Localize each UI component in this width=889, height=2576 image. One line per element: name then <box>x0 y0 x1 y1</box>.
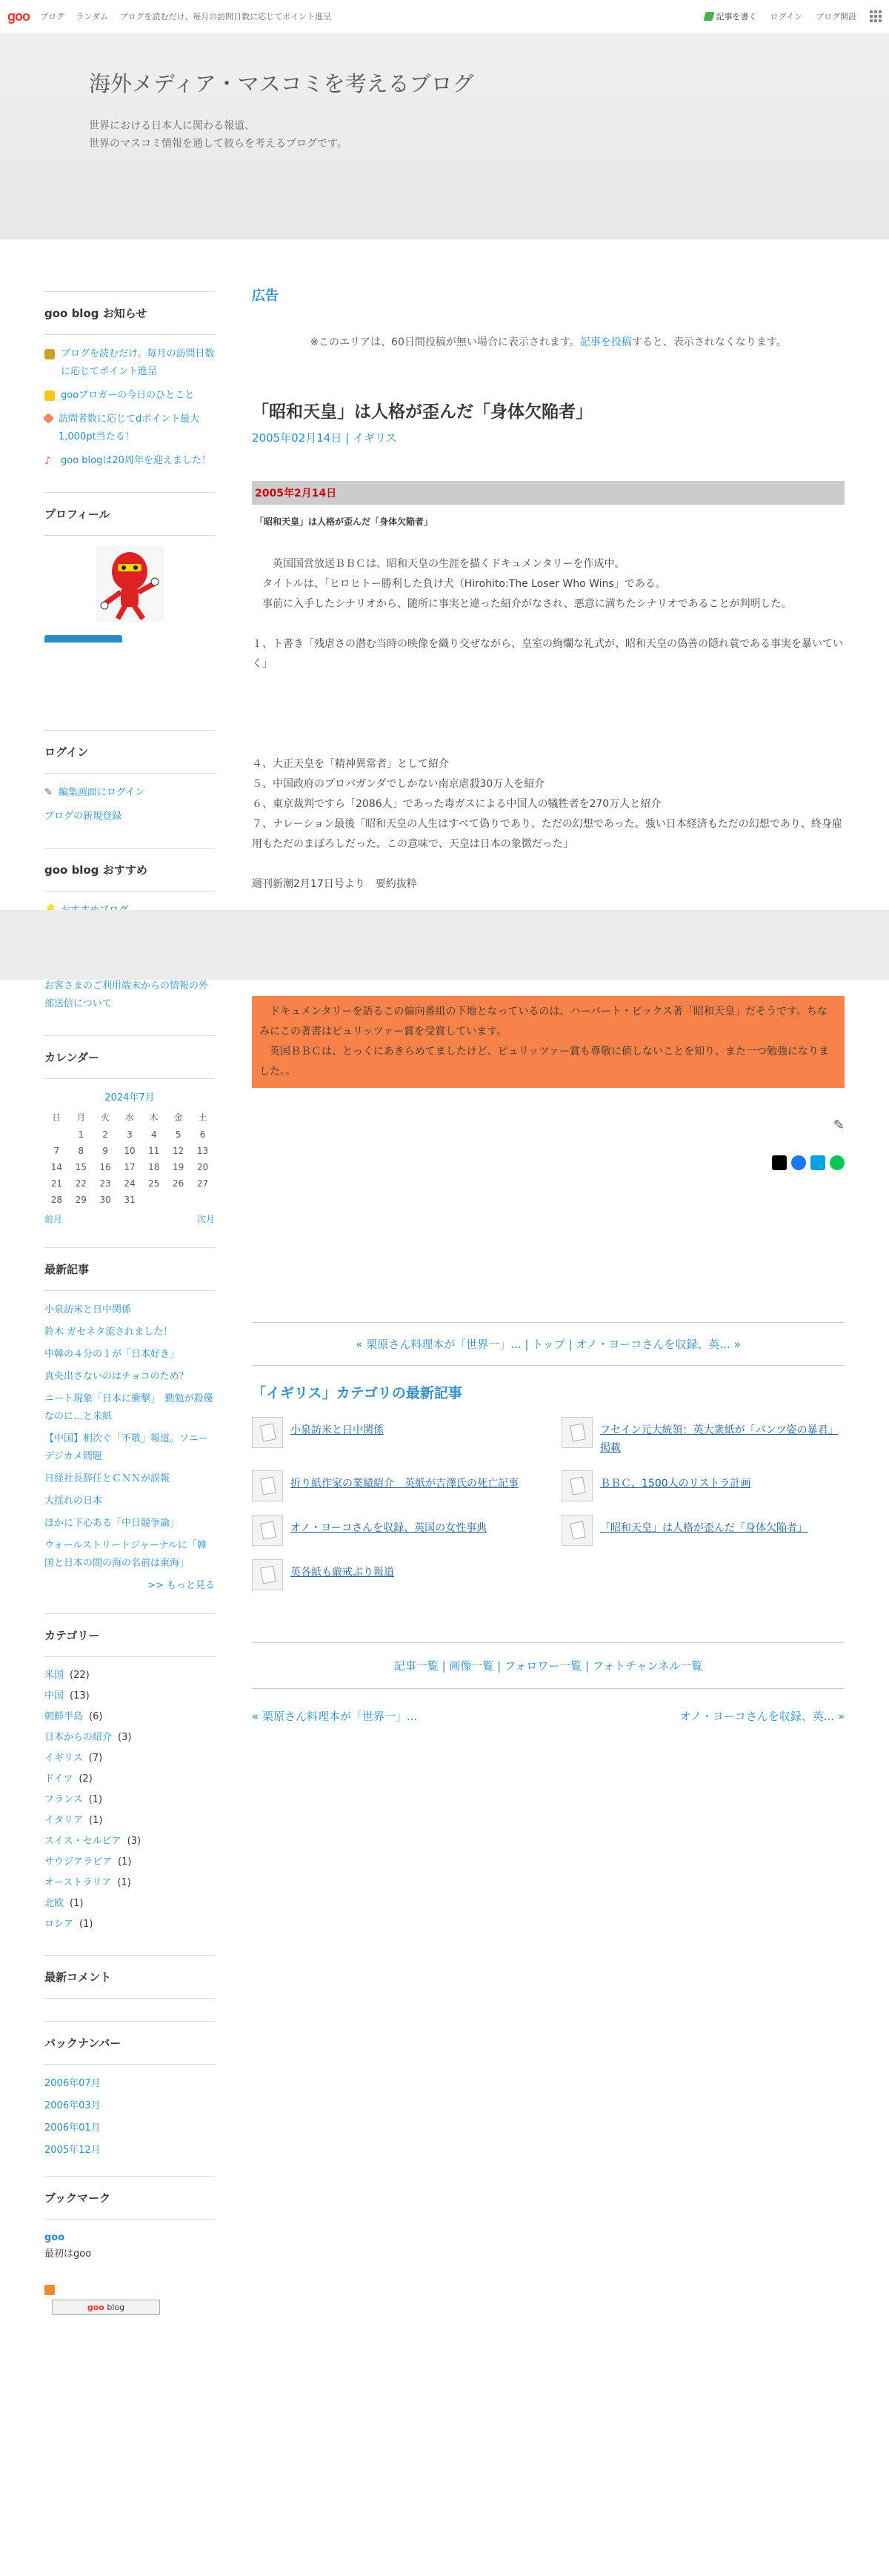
login-links <box>44 784 215 826</box>
day: 27 <box>196 1178 209 1189</box>
list-item[interactable] <box>252 1417 535 1457</box>
list-item[interactable] <box>44 1470 215 1488</box>
list-item[interactable] <box>252 1559 535 1590</box>
post-paragraph: ４、大正天皇を「精神異常者」として紹介 <box>252 758 449 770</box>
ad-heading: 広告 <box>252 288 279 304</box>
list-item[interactable] <box>44 1916 215 1933</box>
highlight-text: ドキュメンタリーを語るこの偏向番組の下地となっているのは、ハーバート・ビックス著「昭和天皇」だそうです。ちなみにこの著書はピュリッツァー賞を受賞しています。 <box>259 1006 828 1038</box>
date-bar: 2005年2月14日 <box>252 481 845 505</box>
list-item[interactable] <box>562 1417 845 1457</box>
main-column <box>252 285 845 1724</box>
list-links: 記事一覧 | 画像一覧 | フォロワー一覧 | フォトチャンネル一覧 <box>252 1642 845 1689</box>
week-row <box>44 1126 215 1143</box>
nav-points-promo[interactable]: ブログを読むだけ、毎月の訪問日数に応じてポイント進呈 <box>119 12 332 21</box>
blog-desc-line1: 世界における日本人に関わる報道、 <box>89 120 255 132</box>
recent-article-link[interactable]: 【中国】相次ぐ「不敬」報道。ソニーデジカメ問題 <box>44 1433 208 1462</box>
list-item[interactable] <box>44 1324 215 1341</box>
day: 11 <box>148 1146 160 1156</box>
day: 18 <box>148 1162 160 1172</box>
backnumber-link[interactable]: 2006年03月 <box>44 2100 101 2111</box>
week-row <box>44 1192 215 1208</box>
list-item[interactable] <box>44 1771 215 1787</box>
recent-article-link[interactable]: ニート現象「日本に衝撃」 勤勉が殺優なのに…と米紙 <box>44 1393 213 1422</box>
x-share-icon[interactable] <box>772 1155 787 1170</box>
rss-icon[interactable] <box>44 2285 55 2295</box>
notice-link[interactable]: gooブロガーの今日のひとこと <box>61 390 195 401</box>
list-item[interactable] <box>44 1792 215 1808</box>
comments-section <box>44 1955 215 1999</box>
article-link[interactable]: 折り紙作家の業績紹介 英紙が吉澤氏の死亡記事 <box>290 1478 519 1490</box>
post-meta: 2005年02月14日 | イギリス <box>252 431 397 445</box>
highlight-box <box>252 996 845 1088</box>
day: 10 <box>124 1146 136 1156</box>
post-category-link[interactable]: イギリス <box>352 431 397 445</box>
bookmark-heading: ブックマーク <box>44 2177 215 2220</box>
nav-random[interactable]: ランダム <box>76 12 109 21</box>
weekday: 木 <box>149 1112 159 1123</box>
weekday: 金 <box>173 1112 183 1123</box>
category-count: (13) <box>70 1690 90 1702</box>
list-item[interactable] <box>44 2142 215 2154</box>
recent-article-link[interactable]: 中韓の４分の１が「日本好き」 <box>44 1349 180 1360</box>
day: 25 <box>148 1178 160 1189</box>
day: 1 <box>78 1129 84 1140</box>
next-month-link[interactable]: 次月 <box>196 1214 215 1224</box>
week-row <box>44 1159 215 1175</box>
day <box>190 1192 215 1208</box>
recent-heading: 最新記事 <box>44 1248 215 1291</box>
article-thumb-icon <box>252 1417 283 1448</box>
day <box>166 1192 190 1208</box>
sparkle-icon <box>44 391 55 401</box>
list-item[interactable] <box>44 1833 215 1850</box>
weekday: 水 <box>124 1112 134 1123</box>
weekday: 火 <box>101 1112 110 1123</box>
sidebar-footer <box>44 2285 215 2315</box>
weekday: 土 <box>198 1112 207 1123</box>
calendar-month: 2024年7月 <box>104 1092 155 1103</box>
category-link[interactable]: 北欧 <box>44 1898 64 1909</box>
day: 3 <box>127 1129 133 1140</box>
bookmark-desc: 最初はgoo <box>44 2248 92 2260</box>
bottom-pager <box>252 1708 845 1724</box>
category-count: (7) <box>88 1753 103 1764</box>
image-list-link[interactable]: 画像一覧 <box>449 1659 494 1673</box>
category-latest-heading: 「イギリス」カテゴリの最新記事 <box>252 1385 462 1401</box>
category-link[interactable]: 米国 <box>44 1670 64 1681</box>
list-item[interactable] <box>44 1346 215 1364</box>
category-link[interactable]: 日本からの紹介 <box>44 1732 113 1743</box>
day: 26 <box>173 1178 184 1189</box>
notice-section <box>44 291 215 470</box>
list-item[interactable] <box>44 1709 215 1725</box>
category-count: (1) <box>117 1877 131 1888</box>
highlight-text: 英国ＢＢＣは、とっくにあきらめてましたけど、ピュリッツァー賞も尊敬に値しないことを知り、また一つ勉強になりました。。 <box>259 1046 830 1078</box>
day: 30 <box>99 1195 111 1205</box>
article-thumb-icon <box>252 1470 283 1501</box>
gift-icon <box>44 349 55 359</box>
pencil-icon: ✎ <box>44 787 53 798</box>
calendar-table <box>44 1108 215 1208</box>
login-heading: ログイン <box>44 731 215 774</box>
weekday-row <box>44 1108 215 1126</box>
category-link[interactable]: 中国 <box>44 1690 64 1702</box>
day: 9 <box>102 1146 108 1156</box>
goo-footer-label: blog <box>107 2303 125 2312</box>
article-link[interactable]: ＢＢＣ、1500人のリストラ計画 <box>600 1478 751 1490</box>
backnumber-link[interactable]: 2006年01月 <box>44 2122 101 2134</box>
nav-blog[interactable]: ブログ <box>40 12 64 21</box>
backnumber-section <box>44 2021 215 2154</box>
sidebar <box>44 291 215 2315</box>
list-item[interactable] <box>44 1667 215 1684</box>
facebook-share-icon[interactable] <box>791 1155 806 1170</box>
day: 28 <box>50 1195 63 1205</box>
recent-article-link[interactable]: 小泉訪米と日中関係 <box>44 1304 132 1315</box>
list-item[interactable] <box>44 1875 215 1891</box>
blog-desc-line2: 世界のマスコミ情報を通して彼らを考えるブログです。 <box>89 138 347 150</box>
register-item[interactable] <box>44 808 215 826</box>
blog-title[interactable]: 海外メディア・マスコミを考えるブログ <box>89 71 474 96</box>
category-link[interactable]: イタリア <box>44 1815 84 1826</box>
list-item[interactable] <box>44 1896 215 1912</box>
ad-note <box>252 334 845 349</box>
day: 8 <box>78 1146 84 1156</box>
article-thumb-icon <box>562 1470 593 1501</box>
comments-heading: 最新コメント <box>44 1956 215 1999</box>
share-buttons <box>252 1155 845 1170</box>
write-label: 記事を書く <box>716 12 757 21</box>
category-heading: カテゴリー <box>44 1614 215 1657</box>
day: 4 <box>150 1129 157 1140</box>
day: 23 <box>99 1178 111 1189</box>
category-count: (1) <box>79 1919 93 1930</box>
profile-section <box>44 492 215 643</box>
day: 29 <box>75 1195 87 1205</box>
post-source: 週刊新潮2月17日号より 要約抜粋 <box>252 878 417 890</box>
week-row <box>44 1175 215 1192</box>
day <box>44 1126 69 1143</box>
article-thumb-icon <box>252 1515 283 1546</box>
notice-item[interactable] <box>44 345 215 381</box>
backnumber-link[interactable]: 2006年07月 <box>44 2078 101 2089</box>
recent-article-link[interactable]: 日経社長辞任とＣＮＮが誤報 <box>44 1473 170 1484</box>
apps-grid-icon[interactable] <box>870 10 882 22</box>
pen-icon <box>703 12 714 21</box>
recent-article-link[interactable]: ウォールストリートジャーナルに「韓国と日本の間の海の名前は東海」 <box>44 1540 207 1569</box>
ad-note-text: ※このエリアは、60日間投稿が無い場合に表示されます。 <box>310 336 580 348</box>
profile-avatar[interactable] <box>96 546 164 622</box>
day: 17 <box>124 1162 136 1172</box>
list-item[interactable] <box>44 1493 215 1510</box>
notice-heading: goo blog お知らせ <box>44 292 215 335</box>
blog-description <box>89 117 889 153</box>
list-item[interactable] <box>44 1730 215 1746</box>
day <box>141 1192 166 1208</box>
photo-channel-link[interactable]: フォトチャンネル一覧 <box>592 1659 703 1673</box>
top-link[interactable]: トップ <box>532 1338 565 1351</box>
category-count: (1) <box>88 1794 103 1805</box>
goo-mark: goo <box>87 2303 104 2312</box>
edit-login-link[interactable]: 編集画面にログイン <box>58 787 145 798</box>
week-row <box>44 1143 215 1159</box>
device-info-link[interactable]: お客さまのご利用端末からの情報の外部送信について <box>44 980 209 1009</box>
category-count: (3) <box>127 1836 141 1847</box>
category-list <box>44 1667 215 1933</box>
register-link[interactable]: ブログの新規登録 <box>44 811 122 822</box>
category-count: (6) <box>89 1711 103 1722</box>
category-count: (22) <box>70 1670 90 1681</box>
day: 16 <box>99 1162 111 1172</box>
notice-item[interactable] <box>44 387 215 405</box>
blog-header <box>0 33 889 239</box>
bottom-prev-link[interactable]: « 栗原さん料理本が「世界一」... <box>252 1710 418 1723</box>
backnumber-list <box>44 2075 215 2154</box>
weekday: 日 <box>52 1112 61 1123</box>
day: 5 <box>175 1129 182 1140</box>
category-count: (1) <box>70 1898 84 1909</box>
day: 31 <box>124 1195 136 1205</box>
list-item[interactable] <box>44 1515 215 1533</box>
list-item[interactable] <box>44 2075 215 2093</box>
category-link[interactable]: 朝鮮半島 <box>44 1711 84 1722</box>
category-count: (2) <box>79 1773 93 1785</box>
list-item[interactable] <box>44 2119 215 2137</box>
hatena-share-icon[interactable] <box>810 1155 825 1170</box>
post-subheading: 「昭和天皇」は人格が歪んだ「身体欠陥者」 <box>255 517 433 527</box>
list-item[interactable] <box>44 1301 215 1319</box>
calendar-heading: カレンダー <box>44 1036 215 1079</box>
post-title[interactable]: 「昭和天皇」は人格が歪んだ「身体欠陥者」 <box>252 402 593 422</box>
list-item[interactable] <box>44 1537 215 1573</box>
day: 22 <box>75 1178 87 1189</box>
list-item[interactable] <box>562 1470 845 1501</box>
post-paragraph: ６、東京裁判ですら「2086人」であった毒ガスによる中国人の犠牲者を270万人と紹介 <box>252 798 662 810</box>
edit-pencil-icon[interactable]: ✎ <box>833 1118 845 1133</box>
post-paragraph: ５、中国政府のプロパガンダでしかない南京虐殺30万人を紹介 <box>252 778 545 790</box>
day: 14 <box>50 1162 63 1172</box>
list-item[interactable] <box>44 2097 215 2115</box>
day: 21 <box>50 1178 63 1189</box>
list-item[interactable] <box>44 1750 215 1767</box>
ad-overlay-band <box>0 910 889 980</box>
day: 15 <box>75 1162 87 1172</box>
day: 24 <box>124 1178 136 1189</box>
goo-blog-footer-button[interactable] <box>52 2300 160 2315</box>
notice-list <box>44 345 215 470</box>
list-item[interactable] <box>44 1688 215 1704</box>
article-link[interactable]: オノ・ヨーコさんを収録、英国の女性事典 <box>290 1522 487 1534</box>
article-list-link[interactable]: 記事一覧 <box>393 1659 439 1673</box>
post-paragraph: １、ト書き「残虐さの潜む当時の映像を織り交ぜながら、皇室の絢爛な礼式が、昭和天皇の偽善の隠れ蓑である事実を暴いていく」 <box>252 638 843 670</box>
category-section <box>44 1613 215 1933</box>
device-info-wrap <box>44 977 215 1013</box>
notice-item[interactable] <box>44 411 215 446</box>
category-link[interactable]: スイス・セルビア <box>44 1836 121 1847</box>
login-edit-item[interactable] <box>44 784 215 802</box>
notice-link[interactable]: ブログを読むだけ。毎月の訪問日数に応じてポイント進呈 <box>61 348 215 377</box>
goo-logo[interactable]: goo <box>7 8 30 24</box>
article-link[interactable]: 英各紙も厳戒ぶり報道 <box>290 1567 394 1579</box>
post-paragraph: 英国国営放送ＢＢＣは、昭和天皇の生涯を描くドキュメンタリーを作成中。 <box>252 558 625 570</box>
article-thumb-icon <box>562 1417 593 1448</box>
signup-link[interactable]: ブログ開設 <box>816 12 856 21</box>
recent-article-link[interactable]: 鈴木 ガセネタ流されました！ <box>44 1327 173 1338</box>
prev-month-link[interactable]: 前月 <box>44 1214 63 1224</box>
article-link[interactable]: 「昭和天皇」は人格が歪んだ「身体欠陥者」 <box>600 1522 808 1534</box>
follower-list-link[interactable]: フォロワー一覧 <box>505 1659 582 1673</box>
post-body <box>252 554 845 894</box>
recent-section <box>44 1247 215 1591</box>
category-link[interactable]: ドイツ <box>44 1773 73 1785</box>
category-count: (3) <box>118 1732 132 1743</box>
next-post-link[interactable]: オノ・ヨーコさんを収録、英... » <box>576 1338 741 1351</box>
backnumber-heading: バックナンバー <box>44 2022 215 2065</box>
list-item[interactable] <box>562 1515 845 1546</box>
music-note-icon: ♪ <box>44 455 51 467</box>
ad-note-text-end: すると、表示されなくなります。 <box>631 336 787 348</box>
notice-link[interactable]: 訪問者数に応じてdポイント最大1,000pt当たる！ <box>59 414 200 442</box>
article-thumb-icon <box>562 1515 593 1546</box>
post-paragraph: 事前に入手したシナリオから、随所に事実と違った紹介がなされ、悪意に満ちたシナリオであることが判明した。 <box>252 598 792 610</box>
category-link[interactable]: ロシア <box>44 1919 74 1930</box>
category-link[interactable]: オーストラリア <box>44 1877 112 1888</box>
list-item[interactable] <box>252 1515 535 1546</box>
diamond-icon <box>43 413 55 425</box>
more-wrap <box>44 1577 215 1591</box>
category-count: (1) <box>118 1856 132 1868</box>
bookmark-content <box>44 2230 215 2263</box>
list-item[interactable] <box>44 1390 215 1426</box>
article-thumb-icon <box>252 1559 283 1590</box>
line-share-icon[interactable] <box>830 1155 845 1170</box>
recent-article-link[interactable]: ほかに下心ある「中日競争論」 <box>44 1518 180 1529</box>
weekday: 月 <box>76 1112 86 1123</box>
notice-item[interactable] <box>44 452 215 470</box>
login-link[interactable]: ログイン <box>770 12 802 21</box>
day: 6 <box>199 1129 206 1140</box>
recent-list <box>44 1301 215 1573</box>
day: 13 <box>196 1146 209 1156</box>
list-item[interactable] <box>44 1813 215 1829</box>
post-date[interactable]: 2005年02月14日 <box>252 431 342 445</box>
day: 20 <box>196 1162 209 1172</box>
more-link[interactable]: >> もっと見る <box>147 1580 215 1591</box>
top-bar <box>0 0 889 33</box>
day: 7 <box>53 1146 60 1156</box>
calendar-nav <box>44 1212 215 1225</box>
profile-button[interactable] <box>44 635 122 643</box>
login-section <box>44 730 215 826</box>
recent-article-link[interactable]: 大揺れの日本 <box>44 1496 103 1507</box>
backnumber-link[interactable]: 2005年12月 <box>44 2145 101 2154</box>
bookmark-link[interactable]: goo <box>44 2232 65 2243</box>
post-paragraph: タイトルは、「ヒロヒトー勝利した負け犬（Hirohito:The Loser Who Wins」である。 <box>252 578 666 590</box>
category-count: (1) <box>89 1815 103 1826</box>
article-link[interactable]: 小泉訪米と日中関係 <box>290 1424 384 1436</box>
list-item[interactable] <box>44 1430 215 1466</box>
avatar-image <box>96 546 164 622</box>
recommend-heading: goo blog おすすめ <box>44 849 215 892</box>
list-item[interactable] <box>44 1368 215 1386</box>
article-link[interactable]: フセイン元大統領：英大衆紙が「パンツ姿の暴君」掲載 <box>600 1424 839 1454</box>
category-link[interactable]: イギリス <box>44 1753 83 1764</box>
profile-heading: プロフィール <box>44 493 215 536</box>
write-post-link[interactable] <box>705 10 757 22</box>
list-item[interactable] <box>44 1854 215 1870</box>
category-link[interactable]: フランス <box>44 1794 83 1805</box>
category-link[interactable]: サウジアラビア <box>44 1856 113 1868</box>
top-right <box>705 10 882 22</box>
notice-link[interactable]: goo blogは20周年を迎えました！ <box>61 455 211 466</box>
bottom-next-link[interactable]: オノ・ヨーコさんを収録、英... » <box>679 1710 845 1723</box>
post-pager: « 栗原さん料理本が「世界一」... | トップ | オノ・ヨーコさんを収録、英... » <box>252 1322 845 1366</box>
recent-article-link[interactable]: 真央出さないのはチョコのため？ <box>44 1371 189 1382</box>
post-article-link[interactable]: 記事を投稿 <box>579 336 632 348</box>
category-latest-grid <box>252 1417 845 1590</box>
post-paragraph: ７、ナレーション最後「昭和天皇の人生はすべて偽りであり、ただの幻想であった。強い日本経済もただの幻想であり、終身雇用もただのまぼろしだった。この意味で、天皇は日本の象徴だった」 <box>252 818 842 850</box>
top-nav <box>40 10 340 22</box>
list-item[interactable] <box>252 1470 535 1501</box>
day: 12 <box>173 1146 184 1156</box>
bookmark-section <box>44 2176 215 2263</box>
day: 2 <box>102 1129 108 1140</box>
day: 19 <box>173 1162 184 1172</box>
prev-post-link[interactable]: « 栗原さん料理本が「世界一」... <box>356 1338 522 1351</box>
calendar-section <box>44 1035 215 1225</box>
